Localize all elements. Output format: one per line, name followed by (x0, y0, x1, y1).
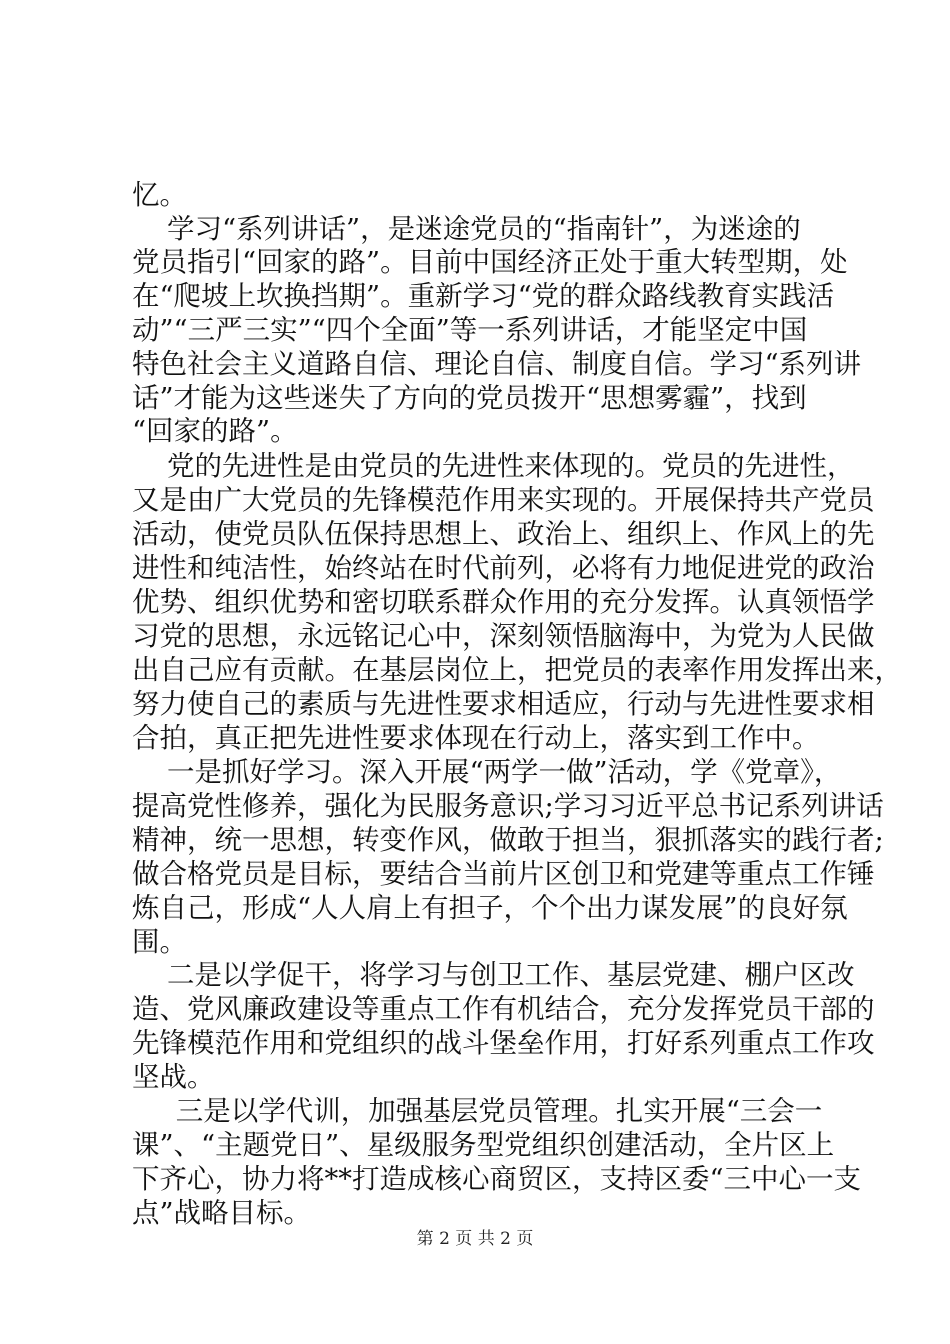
text-line: 在“爬坡上坎换挡期”。重新学习“党的群众路线教育实践活 (132, 280, 835, 312)
text-line: 先锋模范作用和党组织的战斗堡垒作用，打好系列重点工作攻 (132, 1027, 875, 1059)
text-line: “回家的路”。 (132, 415, 298, 447)
text-line: 三是以学代训，加强基层党员管理。扎实开展“三会一 (132, 1095, 823, 1127)
text-line: 努力使自己的素质与先进性要求相适应，行动与先进性要求相 (132, 688, 875, 720)
text-line: 优势、组织优势和密切联系群众作用的充分发挥。认真领悟学 (132, 586, 875, 618)
text-line: 课”、“主题党日”、星级服务型党组织创建活动，全片区上 (132, 1129, 835, 1161)
text-line: 二是以学促干，将学习与创卫工作、基层党建、棚户区改 (132, 959, 855, 991)
text-line: 炼自己，形成“人人肩上有担子，个个出力谋发展”的良好氛 (132, 892, 848, 924)
text-line: 又是由广大党员的先锋模范作用来实现的。开展保持共产党员 (132, 484, 875, 516)
text-line: 活动，使党员队伍保持思想上、政治上、组织上、作风上的先 (132, 518, 875, 550)
text-line: 话”才能为这些迷失了方向的党员拨开“思想雾霾”，找到 (132, 382, 807, 414)
text-line: 做合格党员是目标，要结合当前片区创卫和党建等重点工作锤 (132, 858, 875, 890)
text-line: 习党的思想，永远铭记心中，深刻领悟脑海中，为党为人民做 (132, 620, 875, 652)
text-line: 党的先进性是由党员的先进性来体现的。党员的先进性， (132, 450, 855, 482)
text-line: 特色社会主义道路自信、理论自信、制度自信。学习“系列讲 (132, 348, 862, 380)
text-line: 进性和纯洁性，始终站在时代前列，必将有力地促进党的政治 (132, 552, 875, 584)
text-line: 下齐心，协力将**打造成核心商贸区，支持区委“三中心一支 (132, 1163, 862, 1195)
text-line: 点”战略目标。 (132, 1197, 312, 1229)
text-line: 围。 (132, 926, 187, 958)
text-line: 精神，统一思想，转变作风，做敢于担当，狠抓落实的践行者; (132, 824, 884, 856)
text-line: 坚战。 (132, 1061, 215, 1093)
text-line: 提高党性修养，强化为民服务意识;学习习近平总书记系列讲话 (132, 790, 884, 822)
page-footer: 第 2 页 共 2 页 (416, 1229, 534, 1249)
text-line: 造、党风廉政建设等重点工作有机结合，充分发挥党员干部的 (132, 993, 875, 1025)
text-line: 学习“系列讲话”，是迷途党员的“指南针”，为迷途的 (132, 213, 801, 245)
text-line: 出自己应有贡献。在基层岗位上，把党员的表率作用发挥出来， (132, 654, 902, 686)
text-line: 忆。 (132, 179, 187, 211)
text-line: 动”“三严三实”“四个全面”等一系列讲话，才能坚定中国 (132, 314, 808, 346)
text-line: 合拍，真正把先进性要求体现在行动上，落实到工作中。 (132, 722, 820, 754)
text-line: 一是抓好学习。深入开展“两学一做”活动，学《党章》， (132, 756, 842, 788)
text-line: 党员指引“回家的路”。目前中国经济正处于重大转型期，处 (132, 246, 848, 278)
